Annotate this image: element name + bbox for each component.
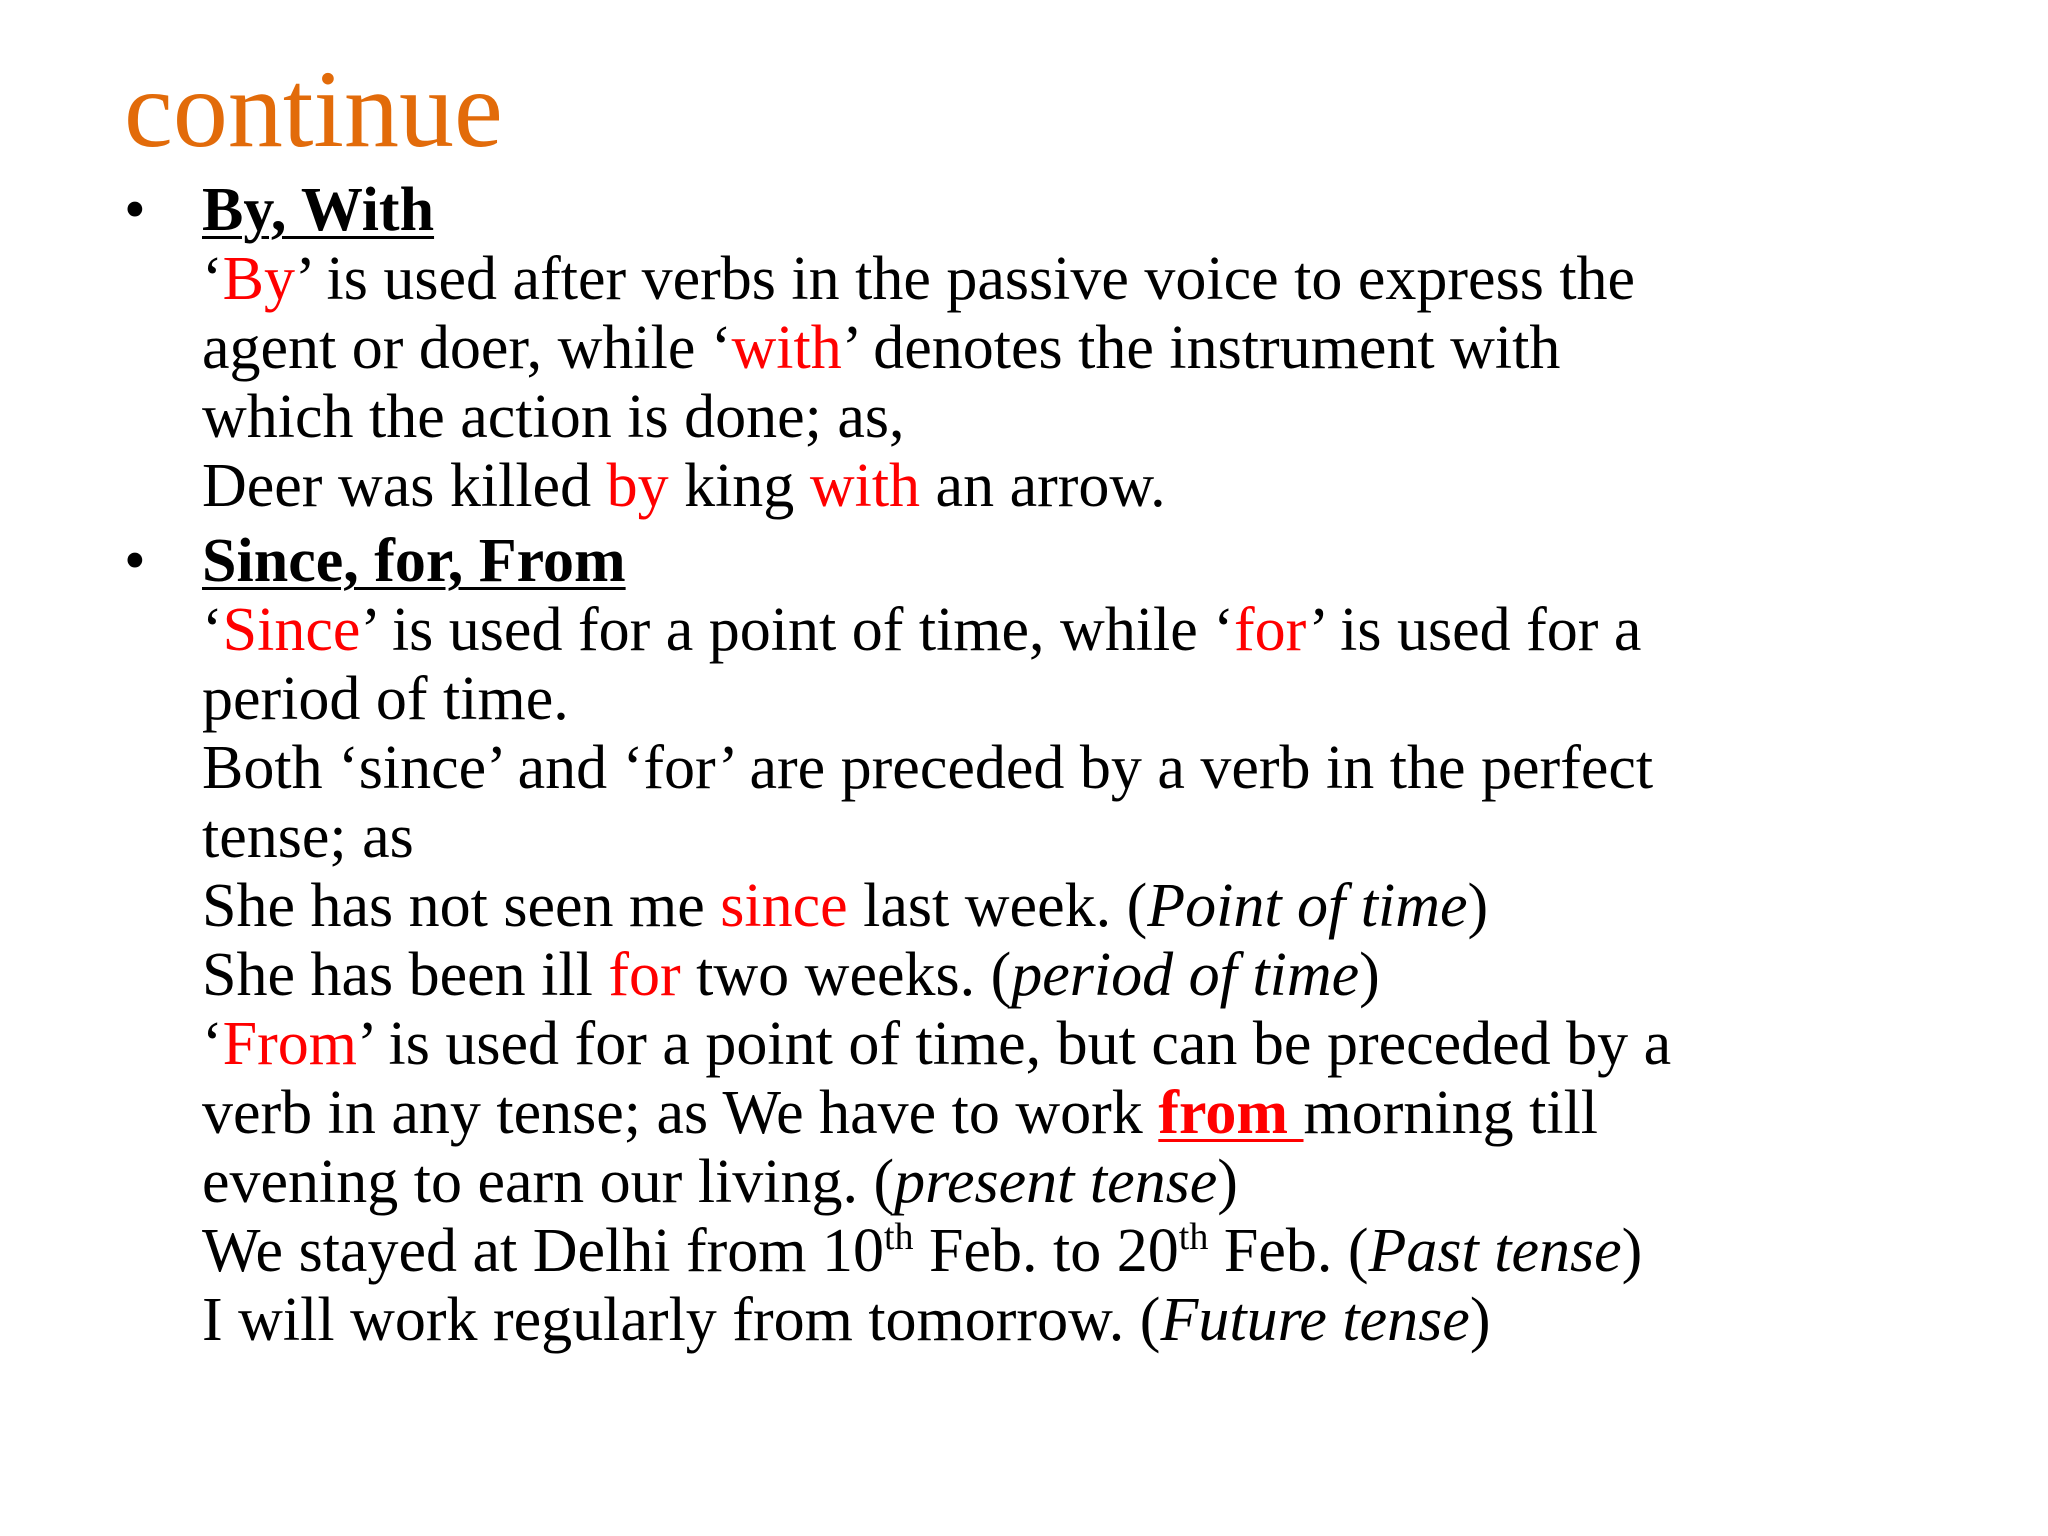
italic-note: Point of time <box>1147 872 1468 940</box>
text-run: tense; as <box>202 803 414 871</box>
slide-title: continue <box>124 48 503 170</box>
highlighted-word: From <box>222 1010 358 1078</box>
body-line <box>202 665 2004 734</box>
text-run: which the action is done; as, <box>202 383 905 451</box>
text-run: verb in any tense; as We have to work <box>202 1079 1159 1147</box>
text-run: ’ is used for a point of time, while ‘ <box>360 596 1234 664</box>
highlighted-word: for <box>608 941 681 1009</box>
text-run: ‘ <box>202 596 223 664</box>
body-line <box>202 245 2004 314</box>
highlighted-word: for <box>1233 596 1309 664</box>
highlighted-word: Since <box>222 596 361 664</box>
text-run: Feb. to 20 <box>913 1217 1179 1285</box>
italic-note: Future tense <box>1160 1286 1470 1354</box>
bullet-marker: • <box>124 176 146 244</box>
text-run: Deer was killed <box>202 452 607 520</box>
highlighted-word: since <box>720 872 848 940</box>
section-heading: Since, for, From <box>202 527 626 595</box>
text-run: ‘ <box>202 1010 223 1078</box>
text-run: morning till <box>1303 1079 1599 1147</box>
text-run: Feb. ( <box>1208 1217 1369 1285</box>
highlighted-word-bold: from <box>1158 1079 1304 1147</box>
example-sentence <box>202 941 2004 1010</box>
text-run: agent or doer, while ‘ <box>202 314 732 382</box>
text-run: ) <box>1469 1286 1491 1354</box>
body-line <box>202 803 2004 872</box>
text-run: ‘ <box>202 245 223 313</box>
italic-note: present tense <box>894 1148 1218 1216</box>
text-run: ’ denotes the instrument with <box>841 314 1561 382</box>
bullet-by-with <box>124 176 2004 521</box>
example-sentence <box>202 1148 2004 1217</box>
text-run: Both ‘since’ and ‘for’ are preceded by a verb in the perfect <box>202 734 1654 802</box>
bullet-since-for-from <box>124 527 2004 1355</box>
text-run: evening to earn our living. ( <box>202 1148 895 1216</box>
body-line <box>202 596 2004 665</box>
body-line <box>202 1079 2004 1148</box>
slide-body <box>124 176 2004 1361</box>
ordinal-suffix: th <box>1178 1216 1209 1258</box>
highlighted-word: with <box>809 452 921 520</box>
text-run: I will work regularly from tomorrow. ( <box>202 1286 1161 1354</box>
section-heading: By, With <box>202 176 435 244</box>
text-run: She has not seen me <box>202 872 721 940</box>
example-sentence <box>202 452 2004 521</box>
text-run: king <box>668 452 810 520</box>
text-run: ) <box>1359 941 1380 1009</box>
bullet-marker: • <box>124 527 146 595</box>
highlighted-word: by <box>606 452 669 520</box>
highlighted-word: By <box>222 245 296 313</box>
italic-note: Past tense <box>1368 1217 1622 1285</box>
text-run: ’ is used for a <box>1308 596 1642 664</box>
text-run: ) <box>1621 1217 1643 1285</box>
text-run: an arrow. <box>920 452 1166 520</box>
text-run: We stayed at Delhi from 10 <box>202 1217 884 1285</box>
text-run: period of time. <box>202 665 569 733</box>
text-run: ) <box>1217 1148 1238 1216</box>
italic-note: period of time <box>1011 941 1360 1009</box>
body-line <box>202 383 2004 452</box>
text-run: ’ is used for a point of time, but can be preceded by a <box>357 1010 1672 1078</box>
body-line <box>202 314 2004 383</box>
body-line <box>202 1010 2004 1079</box>
example-sentence <box>202 1217 2004 1286</box>
example-sentence <box>202 1286 2004 1355</box>
text-run: ) <box>1467 872 1489 940</box>
text-run: ’ is used after verbs in the passive voice to express the <box>295 245 1636 313</box>
ordinal-suffix: th <box>883 1216 914 1258</box>
highlighted-word: with <box>731 314 842 382</box>
text-run: last week. ( <box>847 872 1148 940</box>
text-run: two weeks. ( <box>680 941 1012 1009</box>
example-sentence <box>202 872 2004 941</box>
body-line <box>202 734 2004 803</box>
text-run: She has been ill <box>202 941 609 1009</box>
